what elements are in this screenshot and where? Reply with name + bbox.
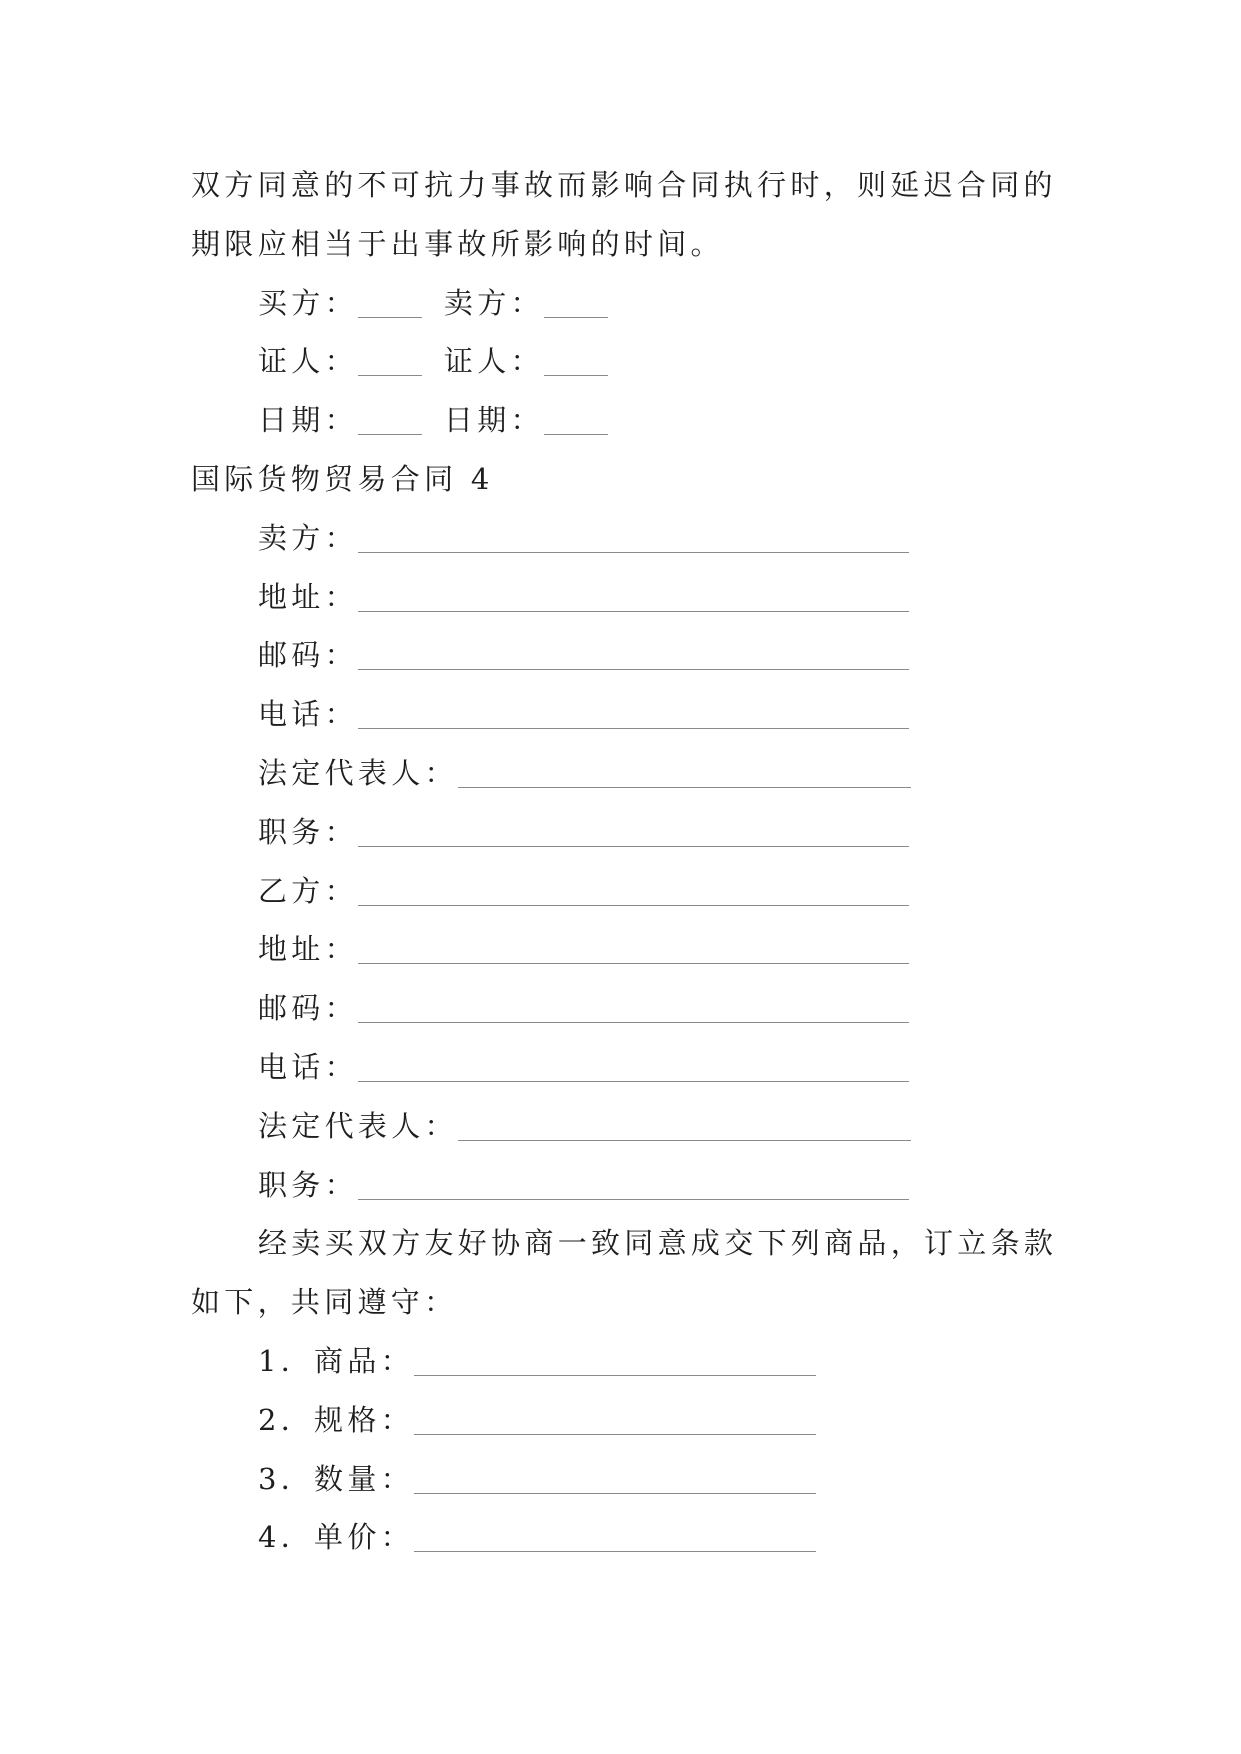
- fill-in-blank: [358, 317, 422, 318]
- item-spec-field: [191, 1391, 1091, 1450]
- fill-in-blank: [414, 1551, 816, 1552]
- seller-name-field: [191, 509, 1091, 568]
- signature-label: 卖方：: [443, 285, 544, 320]
- party-b-legal-rep-field: [191, 1097, 1091, 1156]
- fill-in-blank: [358, 669, 909, 670]
- field-label: 4．单价：: [258, 1520, 414, 1555]
- fill-in-blank: [358, 434, 422, 435]
- seller-postcode-field: [191, 626, 1091, 685]
- fill-in-blank: [358, 846, 909, 847]
- document-page: [191, 156, 1091, 1567]
- fill-in-blank: [458, 1140, 911, 1141]
- seller-legal-rep-field: [191, 744, 1091, 803]
- fill-in-blank: [358, 905, 909, 906]
- fill-in-blank: [358, 1199, 909, 1200]
- field-label: 地址：: [258, 579, 358, 614]
- field-label: 卖方：: [258, 520, 358, 555]
- field-label: 邮码：: [258, 638, 358, 673]
- signature-row-buyer-seller: [191, 274, 1091, 333]
- field-label: 电话：: [258, 1049, 358, 1084]
- fill-in-blank: [458, 787, 911, 788]
- item-unit-price-field: [191, 1508, 1091, 1567]
- fill-in-blank: [358, 552, 909, 553]
- party-b-address-field: [191, 920, 1091, 979]
- party-b-name-field: [191, 862, 1091, 921]
- seller-phone-field: [191, 685, 1091, 744]
- fill-in-blank: [544, 375, 608, 376]
- field-label: 职务：: [258, 1167, 358, 1202]
- fill-in-blank: [414, 1375, 816, 1376]
- signature-row-date: [191, 391, 1091, 450]
- field-label: 电话：: [258, 697, 358, 732]
- fill-in-blank: [414, 1493, 816, 1494]
- agreement-line: 经卖买双方友好协商一致同意成交下列商品，订立条款: [258, 1226, 1058, 1261]
- field-label: 邮码：: [258, 991, 358, 1026]
- signature-label: 买方：: [258, 285, 358, 320]
- seller-address-field: [191, 568, 1091, 627]
- signature-row-witness: [191, 332, 1091, 391]
- intro-line: 双方同意的不可抗力事故而影响合同执行时，则延迟合同的: [191, 168, 1057, 202]
- intro-line: 期限应相当于出事故所影响的时间。: [191, 226, 724, 261]
- party-b-phone-field: [191, 1038, 1091, 1097]
- fill-in-blank: [358, 1081, 909, 1082]
- signature-label: 日期：: [443, 403, 544, 438]
- party-b-postcode-field: [191, 979, 1091, 1038]
- seller-position-field: [191, 803, 1091, 862]
- field-label: 法定代表人：: [258, 755, 458, 790]
- field-label: 法定代表人：: [258, 1108, 458, 1143]
- fill-in-blank: [544, 317, 608, 318]
- signature-label: 证人：: [258, 344, 358, 379]
- fill-in-blank: [358, 728, 909, 729]
- field-label: 3．数量：: [258, 1461, 414, 1496]
- fill-in-blank: [358, 611, 909, 612]
- field-label: 职务：: [258, 814, 358, 849]
- fill-in-blank: [358, 375, 422, 376]
- fill-in-blank: [358, 963, 909, 964]
- fill-in-blank: [358, 1022, 909, 1023]
- section-title: 国际货物贸易合同 4: [191, 461, 494, 496]
- signature-label: 日期：: [258, 403, 358, 438]
- signature-label: 证人：: [443, 344, 544, 379]
- item-quantity-field: [191, 1450, 1091, 1509]
- field-label: 乙方：: [258, 873, 358, 908]
- fill-in-blank: [414, 1434, 816, 1435]
- fill-in-blank: [544, 434, 608, 435]
- party-b-position-field: [191, 1156, 1091, 1215]
- item-goods-field: [191, 1332, 1091, 1391]
- agreement-line: 如下，共同遵守：: [191, 1285, 458, 1320]
- field-label: 地址：: [258, 932, 358, 967]
- field-label: 2．规格：: [258, 1402, 414, 1437]
- field-label: 1．商品：: [258, 1343, 414, 1378]
